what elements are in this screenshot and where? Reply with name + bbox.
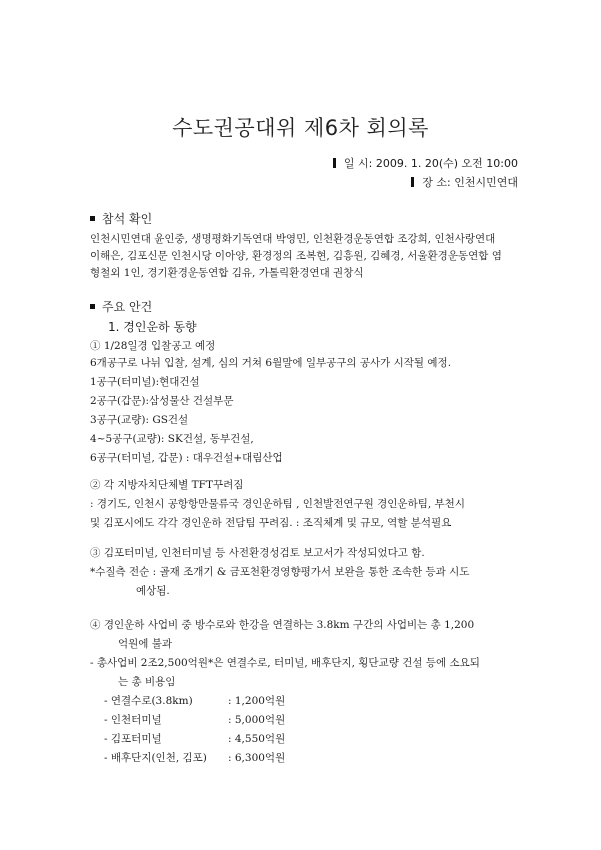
agenda-heading-text: 주요 안건 bbox=[102, 300, 153, 314]
square-bullet-icon bbox=[90, 216, 95, 221]
point-line: : 경기도, 인천시 공항항만물류국 경인운하팀 , 인천발전연구원 경인운하팀, 부천시 bbox=[90, 498, 465, 510]
cost-label: - 김포터미널 bbox=[104, 733, 162, 745]
point-line: 및 김포시에도 각각 경인운하 전담팀 꾸려짐. : 조직체계 및 규모, 역할 분석필요 bbox=[90, 517, 452, 529]
square-bullet-icon bbox=[90, 304, 95, 309]
point-line: 6개공구로 나뉘 입찰, 설계, 심의 거쳐 6월말에 일부공구의 공사가 시작될 예정. bbox=[90, 357, 452, 369]
point-line: 6공구(터미널, 갑문) : 대우건설+대림산업 bbox=[90, 452, 283, 464]
cost-value: : 5,000억원 bbox=[228, 714, 286, 726]
point-line: 2공구(갑문):삼성물산 건설부문 bbox=[90, 395, 234, 407]
point-line: 1공구(터미널):현대건설 bbox=[90, 376, 200, 388]
point-title: ③ 김포터미널, 인천터미널 등 사전환경성검토 보고서가 작성되었다고 함. bbox=[90, 547, 425, 559]
point-title: ① 1/28일경 입찰공고 예정 bbox=[90, 340, 216, 352]
attendance-heading-text: 참석 확인 bbox=[102, 212, 153, 226]
point-title-cont: 억원에 불과 bbox=[118, 638, 173, 650]
cost-label: - 인천터미널 bbox=[104, 714, 162, 726]
cost-value: : 4,550억원 bbox=[228, 733, 286, 745]
agenda-item-title: 1. 경인운하 동향 bbox=[108, 320, 197, 334]
point-line: 는 총 비용임 bbox=[118, 676, 176, 688]
point-line: 예상됨. bbox=[136, 585, 170, 597]
meeting-place bbox=[411, 174, 518, 190]
cost-value: : 1,200억원 bbox=[228, 695, 286, 707]
meeting-place-text: 장 소: 인천시민연대 bbox=[422, 176, 518, 189]
point-line: 4~5공구(교량): SK건설, 동부건설, bbox=[90, 433, 254, 445]
bullet-bar-icon bbox=[333, 158, 336, 168]
agenda-heading bbox=[90, 298, 152, 315]
cost-label: - 배후단지(인천, 김포) bbox=[104, 752, 207, 764]
attendance-heading bbox=[90, 210, 152, 227]
cost-label: - 연결수로(3.8km) bbox=[104, 695, 193, 707]
cost-value: : 6,300억원 bbox=[228, 752, 286, 764]
attendance-line: 인천시민연대 윤인중, 생명평화기독연대 박영민, 인천환경운동연합 조강희, 인천사랑연대 bbox=[90, 233, 496, 245]
point-line: 3공구(교량): GS건설 bbox=[90, 414, 189, 426]
page-title: 수도권공대위 제6차 회의록 bbox=[172, 116, 429, 140]
point-line: *수질측 전순 : 골재 조개기 & 금포천환경영향평가서 보완을 통한 조속한 등과 시도 bbox=[90, 566, 470, 578]
attendance-line: 형철외 1인, 경기환경운동연합 김유, 가톨릭환경연대 권창식 bbox=[90, 267, 364, 279]
meeting-date-text: 일 시: 2009. 1. 20(수) 오전 10:00 bbox=[343, 157, 518, 170]
point-title: ② 각 지방자치단체별 TFT꾸려짐 bbox=[90, 479, 244, 491]
point-title: ④ 경인운하 사업비 중 방수로와 한강을 연결하는 3.8km 구간의 사업비는 총 1,200 bbox=[90, 619, 475, 631]
bullet-bar-icon bbox=[411, 177, 414, 187]
attendance-line: 이해은, 김포신문 인천시당 이아양, 환경정의 조복현, 김흥원, 김혜경, 서울환경운동연합 염 bbox=[90, 250, 502, 262]
meeting-date bbox=[333, 155, 518, 171]
point-line: - 총사업비 2조2,500억원*은 연결수로, 터미널, 배후단지, 횡단교량 건설 등에 소요되 bbox=[90, 657, 480, 669]
